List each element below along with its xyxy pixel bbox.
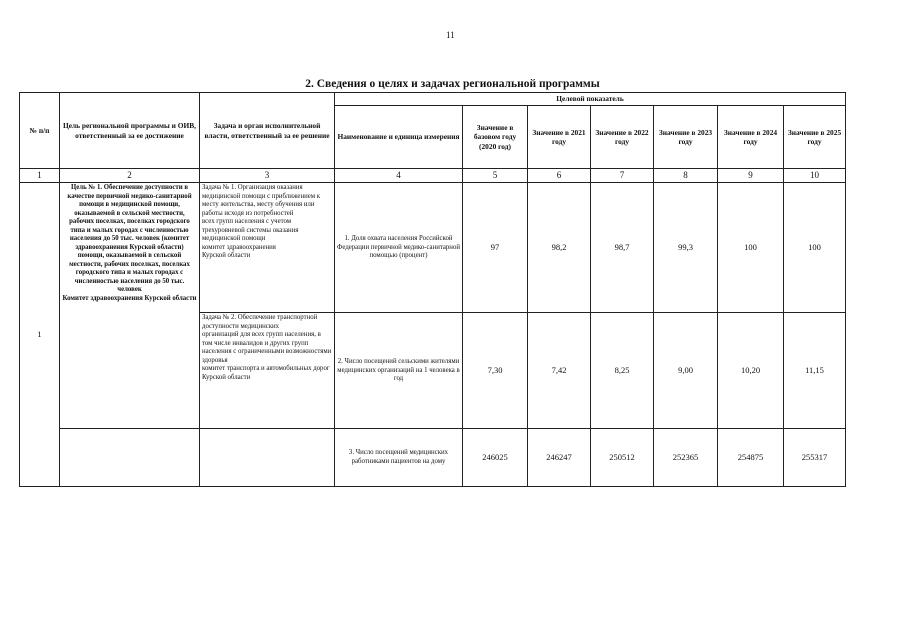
column-number: 5 (463, 169, 528, 183)
value-cell: 98,7 (591, 183, 654, 313)
column-number: 7 (591, 169, 654, 183)
task-cell: Задача № 2. Обеспечение транспортной доступности медицинских организаций для всех групп населения, в том числе инвалидов и других групп населения с ограниченными возможностями здоровья комитет транспорта и автомобильных дорог Курской области (200, 313, 335, 429)
task-cell (200, 429, 335, 487)
indicator-name: 1. Доля охвата населения Российской Федерации первичной медико-санитарной помощью (процент) (335, 183, 463, 313)
header-2021: Значение в 2021 году (528, 106, 591, 169)
indicator-name: 3. Число посещений медицинских работниками пациентов на дому (335, 429, 463, 487)
value-cell: 246025 (463, 429, 528, 487)
value-cell: 100 (718, 183, 784, 313)
header-num: № п/п (20, 93, 60, 169)
value-cell: 11,15 (784, 313, 846, 429)
value-cell: 100 (784, 183, 846, 313)
value-cell: 8,25 (591, 313, 654, 429)
value-cell: 254875 (718, 429, 784, 487)
header-indicator-name: Наименование и единица измерения (335, 106, 463, 169)
header-2022: Значение в 2022 году (591, 106, 654, 169)
column-number: 2 (60, 169, 200, 183)
value-cell: 7,30 (463, 313, 528, 429)
page-number: 11 (446, 30, 455, 40)
table-row (20, 183, 846, 313)
table-row (20, 429, 846, 487)
value-cell: 250512 (591, 429, 654, 487)
column-number: 8 (654, 169, 718, 183)
header-2023: Значение в 2023 году (654, 106, 718, 169)
row-number: 1 (20, 183, 60, 487)
column-number: 4 (335, 169, 463, 183)
header-goal: Цель региональной программы и ОИВ, ответственный за ее достижение (60, 93, 200, 169)
value-cell: 255317 (784, 429, 846, 487)
task-cell: Задача № 1. Организация оказания медицинской помощи с приближением к месту жительства, месту обучения или работы исходя из потребностей всех групп населения с учетом трехуровневой системы оказания медицинской помощи комитет здравоохранения Курской области (200, 183, 335, 313)
column-number: 1 (20, 169, 60, 183)
indicator-name: 2. Число посещений сельскими жителями медицинских организаций на 1 человека в год (335, 313, 463, 429)
column-number: 10 (784, 169, 846, 183)
header-task: Задача и орган исполнительной власти, ответственный за ее решение (200, 93, 335, 169)
value-cell: 252365 (654, 429, 718, 487)
value-cell: 99,3 (654, 183, 718, 313)
goals-table (19, 92, 846, 487)
header-2025: Значение в 2025 году (784, 106, 846, 169)
column-number: 6 (528, 169, 591, 183)
column-number: 3 (200, 169, 335, 183)
value-cell: 98,2 (528, 183, 591, 313)
header-base-year: Значение в базовом году (2020 год) (463, 106, 528, 169)
value-cell: 9,00 (654, 313, 718, 429)
section-title: 2. Сведения о целях и задачах региональной программы (305, 78, 600, 90)
header-2024: Значение в 2024 году (718, 106, 784, 169)
column-number: 9 (718, 169, 784, 183)
header-indicator-group: Целевой показатель (335, 93, 846, 106)
value-cell: 10,20 (718, 313, 784, 429)
goal-cell: Цель № 1. Обеспечение доступности в качестве первичной медико-санитарной помощи в медицинской помощи, оказываемой в сельской местности, рабочих поселках, поселках городского типа и малых городах с численностью населения до 50 тыс. человек (комитет здравоохранения Курской области) помощи, оказываемой в сельской местности, рабочих поселках, поселках городского типа и малых городах с численностью населения до 50 тыс. человек Комитет здравоохранения Курской области (60, 183, 200, 429)
value-cell: 97 (463, 183, 528, 313)
value-cell: 7,42 (528, 313, 591, 429)
value-cell: 246247 (528, 429, 591, 487)
goal-cell-empty (60, 429, 200, 487)
